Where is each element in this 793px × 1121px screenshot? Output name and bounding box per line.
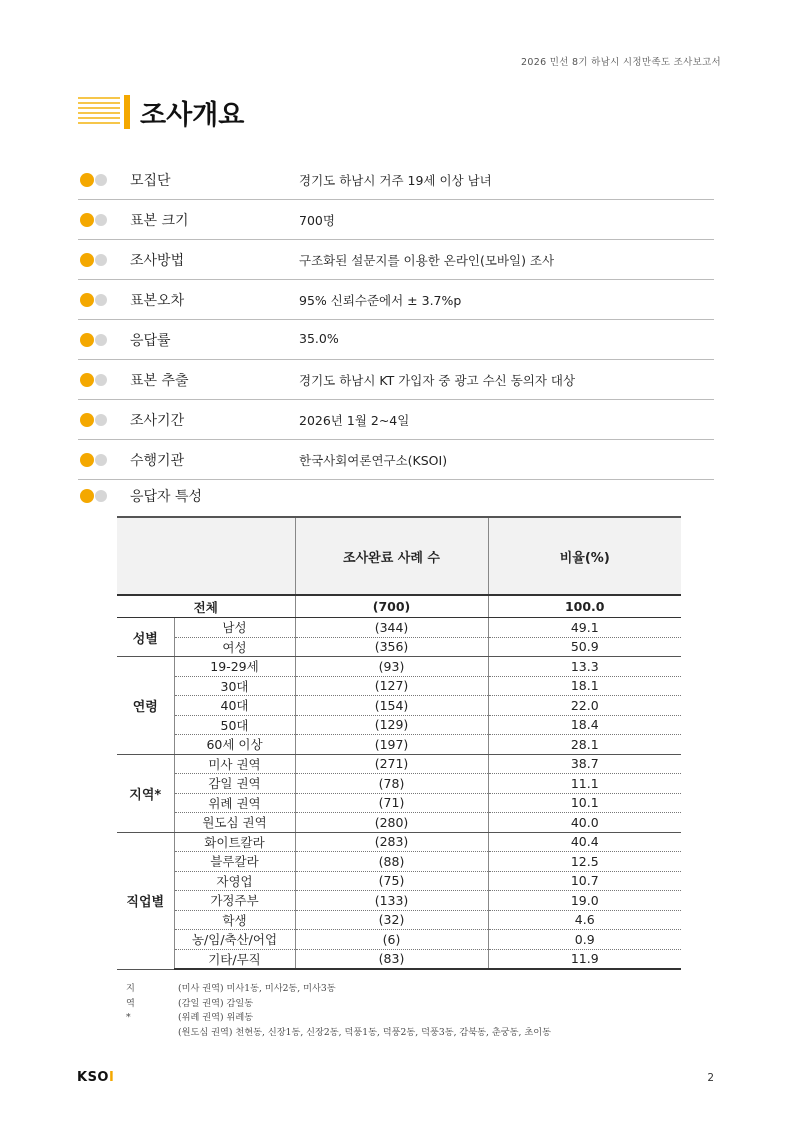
logo-text: KSO bbox=[77, 1070, 109, 1085]
overview-label: 조사방법 bbox=[130, 253, 185, 269]
row-pct: 22.0 bbox=[488, 696, 681, 716]
overview-value: 35.0% bbox=[299, 331, 339, 346]
overview-row-response-rate bbox=[78, 320, 714, 360]
row-pct: 28.1 bbox=[488, 735, 681, 755]
row-label: 자영업 bbox=[174, 871, 295, 891]
table-row bbox=[117, 696, 681, 716]
overview-row-margin-of-error bbox=[78, 280, 714, 320]
overview-row-institution bbox=[78, 440, 714, 480]
row-count: (197) bbox=[295, 735, 488, 755]
table-row bbox=[117, 618, 681, 638]
row-label: 학생 bbox=[174, 910, 295, 930]
table-row bbox=[117, 657, 681, 677]
row-count: (78) bbox=[295, 774, 488, 794]
bullet-dots-icon bbox=[80, 293, 110, 307]
overview-value: 경기도 하남시 KT 가입자 중 광고 수신 동의자 대상 bbox=[299, 373, 576, 388]
row-label: 미사 권역 bbox=[174, 754, 295, 774]
table-row bbox=[117, 949, 681, 969]
total-label: 전체 bbox=[117, 595, 295, 618]
table-row bbox=[117, 715, 681, 735]
group-label: 연령 bbox=[117, 657, 174, 755]
row-label: 30대 bbox=[174, 676, 295, 696]
overview-row-method bbox=[78, 240, 714, 280]
group-label: 지역* bbox=[117, 754, 174, 832]
overview-label: 조사기간 bbox=[130, 413, 185, 429]
bullet-dots-icon bbox=[80, 173, 110, 187]
bullet-dots-icon bbox=[80, 373, 110, 387]
report-title: 2026 민선 8기 하남시 시정만족도 조사보고서 bbox=[521, 57, 721, 68]
row-label: 농/임/축산/어업 bbox=[174, 930, 295, 950]
overview-row-period bbox=[78, 400, 714, 440]
row-count: (127) bbox=[295, 676, 488, 696]
row-pct: 38.7 bbox=[488, 754, 681, 774]
row-pct: 12.5 bbox=[488, 852, 681, 872]
table-row bbox=[117, 774, 681, 794]
row-pct: 4.6 bbox=[488, 910, 681, 930]
row-pct: 19.0 bbox=[488, 891, 681, 911]
row-count: (154) bbox=[295, 696, 488, 716]
table-row bbox=[117, 832, 681, 852]
overview-row-respondents bbox=[78, 476, 714, 515]
row-label: 위례 권역 bbox=[174, 793, 295, 813]
column-header: 조사완료 사례 수 bbox=[295, 517, 488, 595]
footnote-line: (미사 권역) 미사1동, 미사2동, 미사3동 bbox=[178, 983, 336, 994]
table-row bbox=[117, 793, 681, 813]
row-count: (93) bbox=[295, 657, 488, 677]
footnote-label: 지역* bbox=[126, 983, 135, 1023]
row-label: 감일 권역 bbox=[174, 774, 295, 794]
footnote-line: (감일 권역) 감일동 bbox=[178, 997, 254, 1009]
row-label: 블루칼라 bbox=[174, 852, 295, 872]
row-count: (6) bbox=[295, 930, 488, 950]
row-pct: 11.9 bbox=[488, 949, 681, 969]
table-row bbox=[117, 852, 681, 872]
section-heading bbox=[78, 95, 378, 131]
table-row bbox=[117, 910, 681, 930]
table-row bbox=[117, 754, 681, 774]
table-row bbox=[117, 637, 681, 657]
row-label: 남성 bbox=[174, 618, 295, 638]
row-label: 여성 bbox=[174, 637, 295, 657]
row-count: (283) bbox=[295, 832, 488, 852]
page-number: 2 bbox=[707, 1072, 714, 1084]
footnote-line: (위례 권역) 위례동 bbox=[178, 1012, 254, 1023]
bullet-dots-icon bbox=[80, 489, 110, 503]
overview-label: 표본 추출 bbox=[130, 373, 189, 389]
overview-label: 응답률 bbox=[130, 333, 171, 349]
table-header-row bbox=[117, 517, 681, 595]
overview-row-sample-size bbox=[78, 200, 714, 240]
row-count: (88) bbox=[295, 852, 488, 872]
overview-value: 경기도 하남시 거주 19세 이상 남녀 bbox=[299, 173, 492, 188]
table-row bbox=[117, 871, 681, 891]
footnote-line: (원도심 권역) 천현동, 신장1동, 신장2동, 덕풍1동, 덕풍2동, 덕풍3동, 감북동, 춘궁동, 초이동 bbox=[178, 1026, 551, 1038]
table-row bbox=[117, 676, 681, 696]
table-row bbox=[117, 735, 681, 755]
total-count: (700) bbox=[295, 595, 488, 618]
row-label: 19-29세 bbox=[174, 657, 295, 677]
heading-bar-decoration bbox=[124, 95, 130, 129]
row-label: 60세 이상 bbox=[174, 735, 295, 755]
row-pct: 40.4 bbox=[488, 832, 681, 852]
respondent-table bbox=[117, 516, 681, 970]
total-row bbox=[117, 595, 681, 618]
overview-value: 700명 bbox=[299, 213, 335, 228]
overview-value: 2026년 1월 2~4일 bbox=[299, 413, 410, 428]
row-label: 기타/무직 bbox=[174, 949, 295, 969]
header-blank-cell bbox=[117, 517, 295, 595]
total-pct: 100.0 bbox=[488, 595, 681, 618]
bullet-dots-icon bbox=[80, 413, 110, 427]
row-label: 40대 bbox=[174, 696, 295, 716]
footnote-lines bbox=[178, 982, 551, 1040]
overview-value: 95% 신뢰수준에서 ± 3.7%p bbox=[299, 293, 462, 308]
overview-row-sampling bbox=[78, 360, 714, 400]
row-count: (280) bbox=[295, 813, 488, 833]
group-label: 직업별 bbox=[117, 832, 174, 969]
table-row bbox=[117, 813, 681, 833]
row-pct: 10.7 bbox=[488, 871, 681, 891]
ksoi-logo bbox=[77, 1070, 114, 1085]
group-label: 성별 bbox=[117, 618, 174, 657]
overview-label: 표본오차 bbox=[130, 293, 185, 309]
row-label: 원도심 권역 bbox=[174, 813, 295, 833]
row-pct: 13.3 bbox=[488, 657, 681, 677]
row-pct: 49.1 bbox=[488, 618, 681, 638]
overview-row-population bbox=[78, 160, 714, 200]
row-pct: 11.1 bbox=[488, 774, 681, 794]
row-count: (129) bbox=[295, 715, 488, 735]
overview-value: 한국사회여론연구소(KSOI) bbox=[299, 453, 448, 468]
overview-value: 구조화된 설문지를 이용한 온라인(모바일) 조사 bbox=[299, 253, 555, 268]
row-count: (344) bbox=[295, 618, 488, 638]
section-title: 조사개요 bbox=[140, 100, 245, 131]
row-count: (32) bbox=[295, 910, 488, 930]
row-pct: 40.0 bbox=[488, 813, 681, 833]
table-row bbox=[117, 930, 681, 950]
row-pct: 18.1 bbox=[488, 676, 681, 696]
overview-label: 모집단 bbox=[130, 173, 171, 189]
row-pct: 18.4 bbox=[488, 715, 681, 735]
row-count: (133) bbox=[295, 891, 488, 911]
row-count: (271) bbox=[295, 754, 488, 774]
overview-label: 수행기관 bbox=[130, 453, 185, 469]
row-pct: 0.9 bbox=[488, 930, 681, 950]
row-label: 화이트칼라 bbox=[174, 832, 295, 852]
row-label: 가정주부 bbox=[174, 891, 295, 911]
row-pct: 50.9 bbox=[488, 637, 681, 657]
table-row bbox=[117, 891, 681, 911]
overview-label: 응답자 특성 bbox=[130, 489, 203, 505]
heading-stripes-decoration bbox=[78, 97, 120, 127]
row-pct: 10.1 bbox=[488, 793, 681, 813]
row-count: (75) bbox=[295, 871, 488, 891]
row-count: (83) bbox=[295, 949, 488, 969]
column-header: 비율(%) bbox=[488, 517, 681, 595]
overview-label: 표본 크기 bbox=[130, 213, 189, 229]
bullet-dots-icon bbox=[80, 213, 110, 227]
bullet-dots-icon bbox=[80, 333, 110, 347]
row-count: (71) bbox=[295, 793, 488, 813]
bullet-dots-icon bbox=[80, 253, 110, 267]
logo-accent: I bbox=[109, 1070, 115, 1085]
row-label: 50대 bbox=[174, 715, 295, 735]
row-count: (356) bbox=[295, 637, 488, 657]
bullet-dots-icon bbox=[80, 453, 110, 467]
